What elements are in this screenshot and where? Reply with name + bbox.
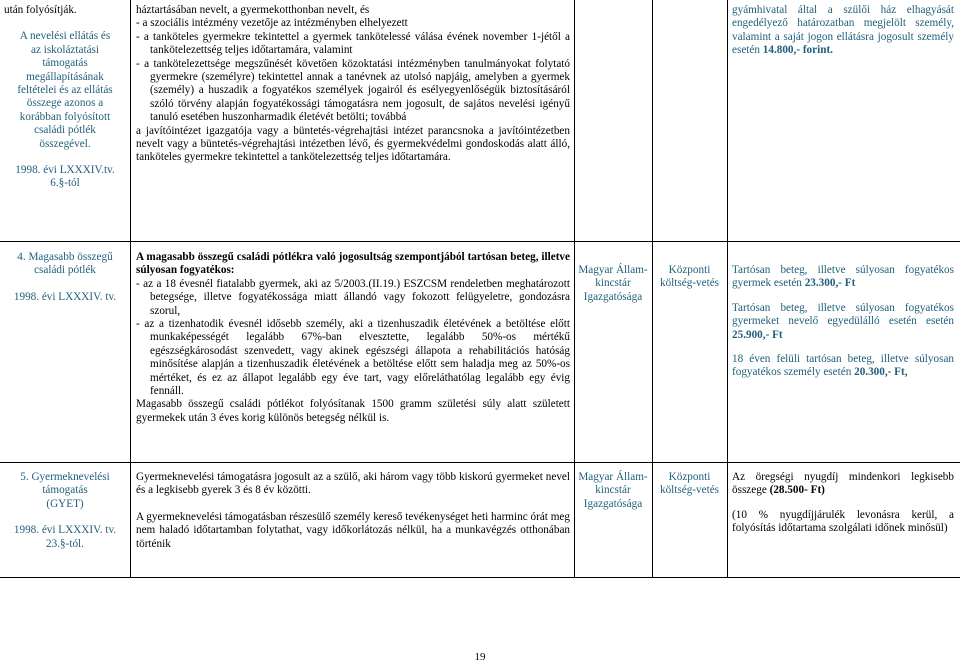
row0-col1-para-line: megállapításának bbox=[26, 70, 104, 83]
row1-col5 bbox=[732, 264, 954, 380]
row2-col2-para: Gyermeknevelési támogatásra jogosult az a szülő, aki három vagy több kiskorú gyermeket nevel és a legkisebb gyerek 3 és 8 év közötti. bbox=[136, 471, 570, 497]
row1-col5-amount: 23.300,- Ft bbox=[804, 277, 856, 290]
row2-col1-abbr: (GYET) bbox=[46, 497, 84, 510]
column-divider bbox=[727, 0, 728, 578]
row1-col2-item: - az a 18 évesnél fiatalabb gyermek, aki az 5/2003.(II.19.) ESZCSM rendeletben meghatározott betegsége, illetve fogyatékossága miatt állandó vagy fokozott felügyeletre, gondozásra szorul, bbox=[136, 277, 570, 317]
row2-col4-funding: Központi költség-vetés bbox=[659, 471, 720, 497]
row0-col1-para-line: összegével. bbox=[39, 137, 91, 150]
row0-col5-amount: 14.800,- forint. bbox=[762, 44, 833, 57]
row0-col1-para-line: A nevelési ellátás és bbox=[19, 30, 111, 43]
row1-col2 bbox=[136, 251, 570, 425]
row1-col5-text: 18 éven felüli tartósan beteg, illetve súlyosan fogyatékos személy esetén bbox=[732, 353, 954, 379]
row0-col1-para-line: az iskoláztatási bbox=[30, 43, 100, 56]
row1-col1 bbox=[4, 251, 126, 304]
row0-col2 bbox=[136, 4, 570, 165]
row-divider bbox=[0, 577, 960, 578]
row0-col1-para-line: feltételei és az ellátás bbox=[17, 84, 113, 97]
row1-col5-text: Tartósan beteg, illetve súlyosan fogyatékos gyermek esetén bbox=[732, 264, 954, 290]
row2-col5 bbox=[732, 471, 954, 536]
row2-col3-authority: Magyar Állam-kincstár Igazgatósága bbox=[578, 471, 648, 510]
page-number: 19 bbox=[474, 651, 486, 663]
column-divider bbox=[652, 0, 653, 578]
column-divider bbox=[130, 0, 131, 578]
row2-col5-text: Az öregségi nyugdíj mindenkori legkisebb összege bbox=[732, 471, 954, 497]
row0-col1-law-ref: 6.§-tól bbox=[50, 177, 80, 190]
row0-col2-item: - a tankötelezettsége megszűnését követően közoktatási intézményben tanulmányokat folytató gyermekre (személyre) tekintettel annak a tanévnek az utolsó napjáig, amelyben a gyermek (személy) a huszadik a fogyatékos személyek jogairól és esélyegyenlőségük biztosításáról szóló törvény alapján fogyatékossági támogatásra nem jogosult, de sajátos nevelési igényű tanuló esetében huszonharmadik életévét betölti; továbbá bbox=[136, 57, 570, 124]
row1-col2-item: - az a tizenhatodik évesnél idősebb személy, aki a tizenhuszadik életévének a betöltése előtt munkaképességét legalább 67%-ban elvesztette, legalább 50%-os mértékű egészségkárosodást szenvedett, vagy akinek egészségi állapota a rehabilitációs hatóság minősítése alapján a tizenhuszadik életévének a betöltése előtt sem haladja meg az 50%-os mértéket, és ez az állapot legalább egy éve tart, vagy előreláthatólag legalább egy évig fennáll. bbox=[136, 318, 570, 398]
row1-col2-tail: Magasabb összegű családi pótlékot folyósítanak 1500 gramm születési súly alatt született gyermekek után 3 éves korig különös betegség nélkül is. bbox=[136, 398, 570, 424]
column-divider bbox=[574, 0, 575, 578]
row0-col1-para-line: támogatás bbox=[42, 57, 88, 70]
row0-col1-para-line: összege azonos a bbox=[26, 97, 104, 110]
row0-col1-para-line: családi pótlék bbox=[34, 124, 96, 137]
row1-col5-amount: 25.900,- Ft bbox=[732, 328, 783, 341]
row-divider bbox=[0, 241, 960, 242]
row2-col1-title: 5. Gyermeknevelési támogatás bbox=[20, 471, 110, 497]
row1-col2-heading: A magasabb összegű családi pótlékra való jogosultság szempontjából tartósan beteg, illetve súlyosan fogyatékos: bbox=[136, 251, 570, 277]
row-divider bbox=[0, 462, 960, 463]
row0-col2-para: a javítóintézet igazgatója vagy a büntetés-végrehajtási intézet parancsnoka a javítóintézetben nevelt vagy a büntetés-végrehajtási intézetben lévő, és gyermekvédelmi gondoskodás alatt álló, tanköteles gyermekre tekintettel a tankötelezettség teljes időtartamára. bbox=[136, 124, 570, 164]
row0-col2-item: - a tanköteles gyermekre tekintettel a gyermek tankötelessé válása évének november 1-jétől a tankötelezettség teljes időtartamára, valamint bbox=[136, 30, 570, 57]
row2-col5-amount: (28.500- Ft) bbox=[769, 484, 825, 497]
row2-col2-para: A gyermeknevelési támogatásban részesülő személy kereső tevékenységet heti harminc órát meg nem haladó időtartamban folytathat, vagy időkorlátozás nélkül, ha a munkavégzés otthonában történik bbox=[136, 510, 570, 550]
row0-col5 bbox=[732, 4, 954, 58]
row0-col1-para-line: korábban folyósított bbox=[19, 110, 111, 123]
row0-col1-law-ref: 1998. évi LXXXIV.tv. bbox=[15, 164, 115, 177]
row0-col5-text: gyámhivatal által a szülői ház elhagyását engedélyező határozatban megjelölt személy, valamint a saját jogon ellátásra jogosult személy esetén bbox=[732, 4, 954, 57]
row1-col4-funding: Központi költség-vetés bbox=[659, 264, 720, 290]
row0-col1 bbox=[4, 4, 126, 191]
row2-col1-law-ref: 1998. évi LXXXIV. tv. 23.§-tól. bbox=[13, 524, 117, 550]
row1-col1-law-ref: 1998. évi LXXXIV. tv. bbox=[13, 290, 117, 303]
row1-col5-text: Tartósan beteg, illetve súlyosan fogyatékos gyermeket nevelő egyedülálló esetén esetén bbox=[732, 301, 954, 328]
row0-col1-line1: után folyósítják. bbox=[4, 4, 77, 16]
row1-col3-authority: Magyar Állam-kincstár Igazgatósága bbox=[578, 264, 648, 303]
row0-col2-line: - a szociális intézmény vezetője az intézményben elhelyezett bbox=[136, 17, 408, 30]
row0-col2-line: háztartásában nevelt, a gyermekotthonban nevelt, és bbox=[136, 4, 370, 16]
row2-col2 bbox=[136, 471, 570, 551]
row2-col1 bbox=[4, 471, 126, 551]
row1-col1-title: 4. Magasabb összegű családi pótlék bbox=[17, 251, 113, 277]
row1-col5-amount: 20.300,- Ft, bbox=[854, 366, 908, 379]
row2-col5-note: (10 % nyugdíjjárulék levonásra kerül, a folyósítás időtartama szolgálati időnek minősül) bbox=[732, 508, 954, 535]
